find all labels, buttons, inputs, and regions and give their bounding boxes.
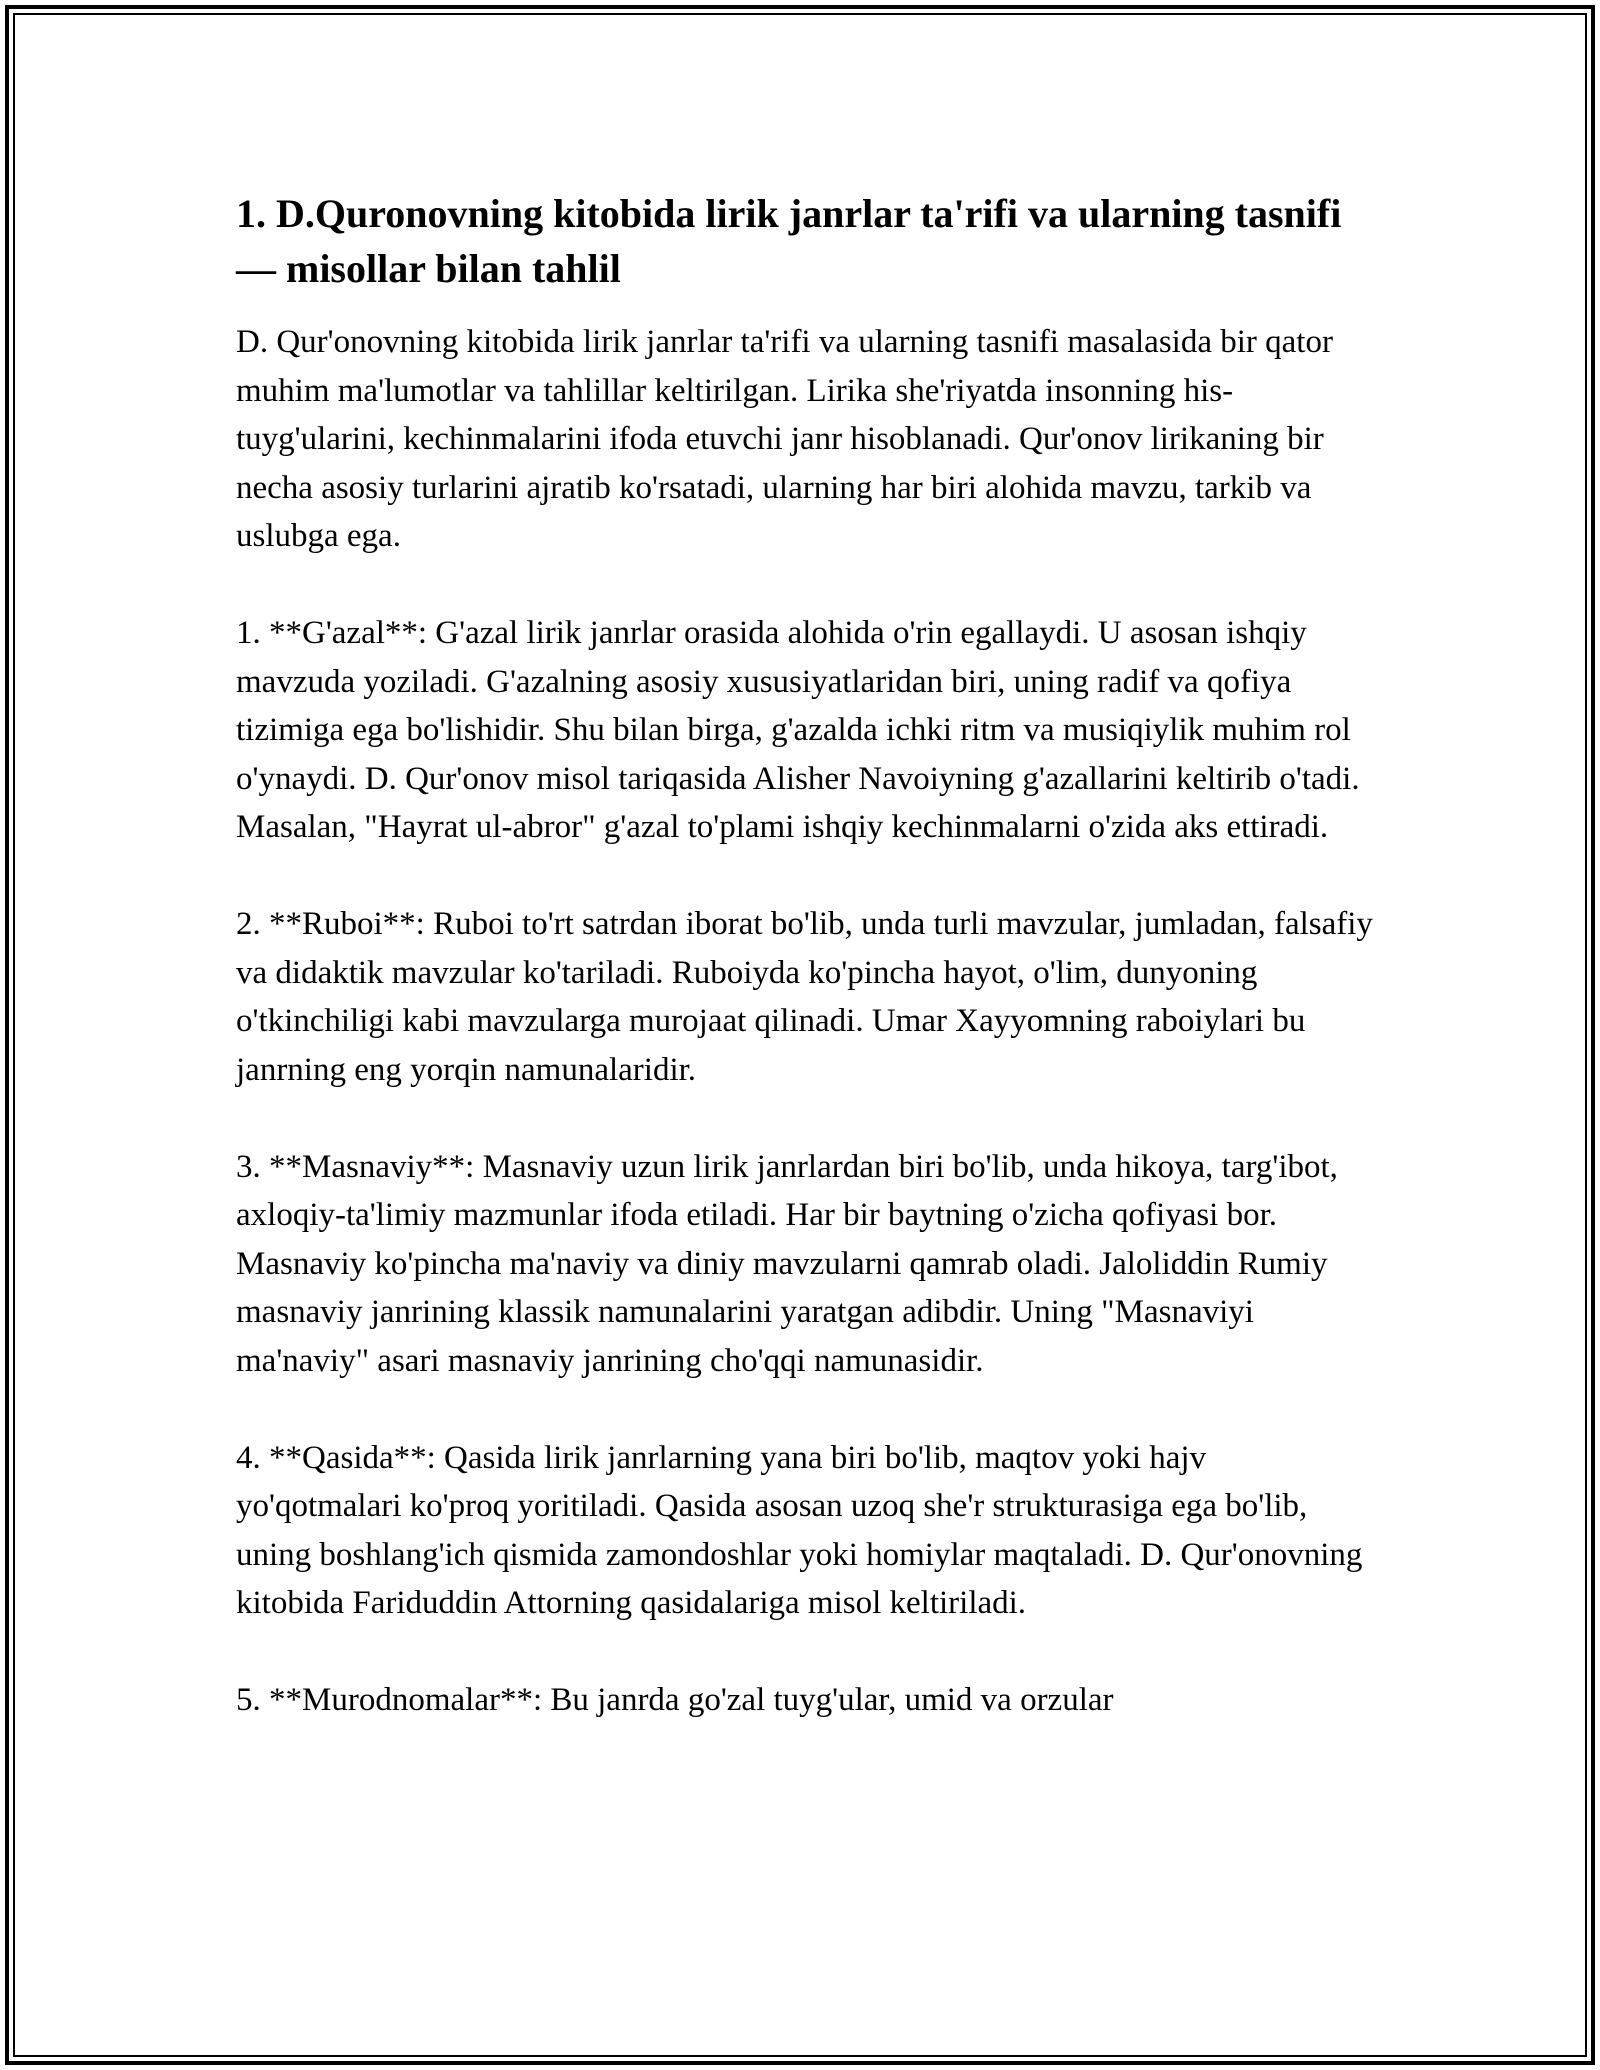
section-heading: 1. D.Quronovning kitobida lirik janrlar ta'rifi va ularning tasnifi — misollar bilan tahlil	[236, 191, 1342, 291]
intro-paragraph: D. Qur'onovning kitobida lirik janrlar ta'rifi va ularning tasnifi masalasida bir qator muhim ma'lumotlar va tahlillar keltirilgan. Lirika she'riyatda insonning his-tuyg'ularini, kechinmalarini ifoda etuvchi janr hisoblanadi. Qur'onov lirikaning bir necha asosiy turlarini ajratib ko'rsatadi, ularning har biri alohida mavzu, tarkib va uslubga ega.	[236, 324, 1333, 554]
list-item-ruboi: 2. **Ruboi**: Ruboi to'rt satrdan iborat bo'lib, unda turli mavzular, jumladan, falsafiy va didaktik mavzular ko'tariladi. Ruboiyda ko'pincha hayot, o'lim, dunyoning o'tkinchiligi kabi mavzularga murojaat qilinadi. Umar Xayyomning raboiylari bu janrning eng yorqin namunalaridir.	[236, 906, 1373, 1088]
list-item-masnaviy: 3. **Masnaviy**: Masnaviy uzun lirik janrlardan biri bo'lib, unda hikoya, targ'ibot, axloqiy-ta'limiy mazmunlar ifoda etiladi. Har bir baytning o'zicha qofiyasi bor. Masnaviy ko'pincha ma'naviy va diniy mavzularni qamrab oladi. Jaloliddin Rumiy masnaviy janrining klassik namunalarini yaratgan adibdir. Uning "Masnaviyi ma'naviy" asari masnaviy janrining cho'qqi namunasidir.	[236, 1148, 1338, 1379]
list-item-gazal: 1. **G'azal**: G'azal lirik janrlar orasida alohida o'rin egallaydi. U asosan ishqiy mavzuda yoziladi. G'azalning asosiy xususiyatlaridan biri, uning radif va qofiya tizimiga ega bo'lishidir. Shu bilan birga, g'azalda ichki ritm va musiqiylik muhim rol o'ynaydi. D. Qur'onov misol tariqasida Alisher Navoiyning g'azallarini keltirib o'tadi. Masalan, "Hayrat ul-abror" g'azal to'plami ishqiy kechinmalarni o'zida aks ettiradi.	[236, 615, 1360, 845]
list-item-qasida: 4. **Qasida**: Qasida lirik janrlarning yana biri bo'lib, maqtov yoki hajv yo'qotmalari ko'proq yoritiladi. Qasida asosan uzoq she'r strukturasiga ega bo'lib, uning boshlang'ich qismida zamondoshlar yoki homiylar maqtaladi. D. Qur'onovning kitobida Fariduddin Attorning qasidalariga misol keltiriladi.	[236, 1439, 1363, 1621]
list-item-murodnomalar: 5. **Murodnomalar**: Bu janrda go'zal tuyg'ular, umid va orzular	[236, 1682, 1114, 1718]
document-body	[236, 186, 1376, 1725]
